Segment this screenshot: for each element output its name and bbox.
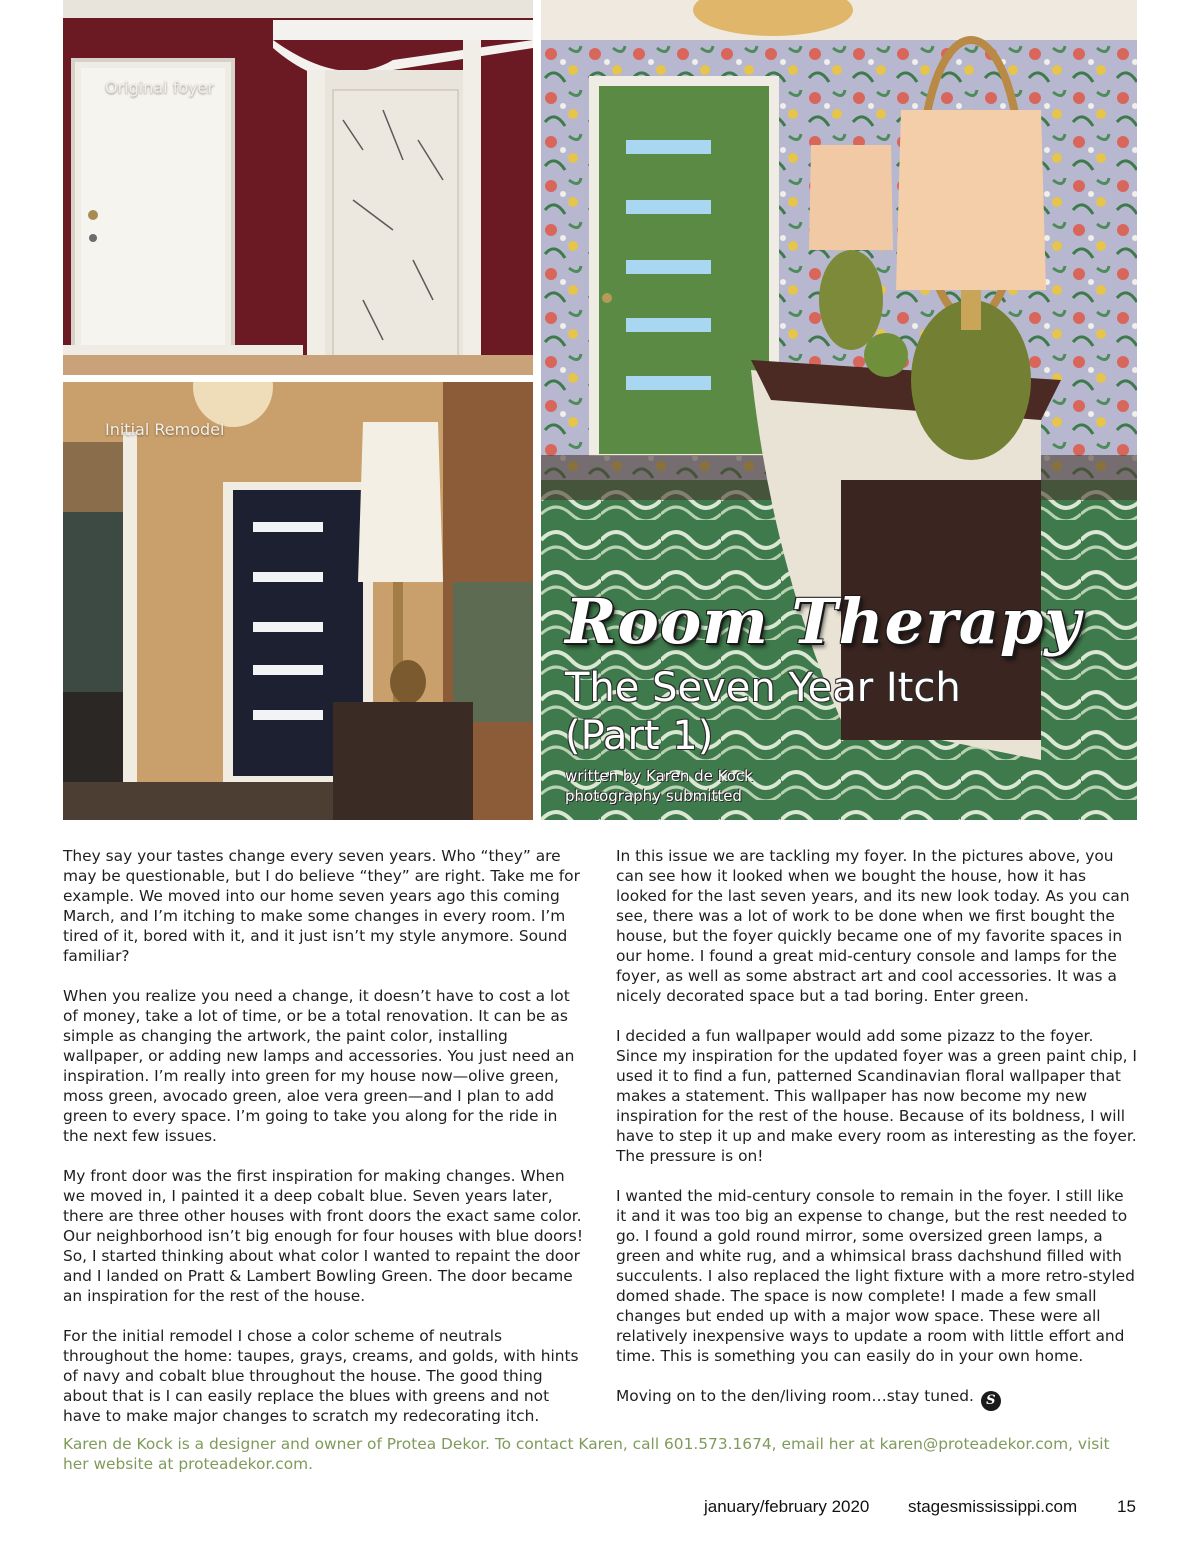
article-paragraph: I wanted the mid-century console to remain in the foyer. I still like it and it was too big an expense to change, but the rest needed to go. I found a gold round mirror, some oversized green lamps, a green and white rug, and a whimsical brass dachshund filled with succulents. I also replaced the light fixture with a more retro-styled domed shade. The space is now complete! I made a few small changes but ended up with a major wow space. These were all relatively inexpensive ways to update a room with little effort and time. This is something you can easily do in your own home.	[616, 1187, 1135, 1365]
article-paragraph: They say your tastes change every seven years. Who “they” are may be questionable, but I do believe “they” are right. Take me for example. We moved into our home seven years ago this coming March, and I’m itching to make some changes in every room. I’m tired of it, bored with it, and it just isn’t my style anymore. Sound familiar?	[63, 847, 580, 965]
article-column-left	[63, 846, 585, 1446]
photo-initial-remodel	[63, 382, 533, 820]
article-paragraph: I decided a fun wallpaper would add some pizazz to the foyer. Since my inspiration for the updated foyer was a green paint chip, I used it to find a fun, patterned Scandinavian floral wallpaper that makes a statement. This wallpaper has now become my new inspiration for the rest of the house. Because of its boldness, I will have to step it up and make every room as interesting as the foyer. The pressure is on!	[616, 1027, 1137, 1165]
author-bio: Karen de Kock is a designer and owner of Protea Dekor. To contact Karen, call 601.573.1674, email her at karen@proteadekor.com, visit her website at proteadekor.com.	[63, 1435, 1110, 1473]
byline: written by Karen de Kock	[565, 767, 753, 785]
article-paragraph: In this issue we are tackling my foyer. In the pictures above, you can see how it looked when we bought the house, how it has looked for the last seven years, and its new look today. As you can see, there was a lot of work to be done when we first bought the house, but the foyer quickly became one of my favorite spaces in our home. I found a great mid-century console and lamps for the foyer, as well as some abstract art and cool accessories. It was a nicely decorated space but a tad boring. Enter green.	[616, 847, 1130, 1005]
original-foyer-caption: Original foyer	[105, 78, 215, 97]
article-subtitle-line1: The Seven Year Itch	[565, 665, 961, 711]
article-paragraph: For the initial remodel I chose a color scheme of neutrals throughout the home: taupes, grays, creams, and golds, with hints of navy and cobalt blue throughout the house. The good thing about that is I can easily replace the blues with greens and not have to make major changes to scratch my redecorating itch.	[63, 1327, 579, 1425]
original-foyer-illustration	[63, 0, 533, 375]
article-title-block	[565, 585, 1125, 806]
stages-end-mark-icon: S	[981, 1391, 1001, 1411]
page-number: 15	[1117, 1497, 1136, 1516]
article-closing-text: Moving on to the den/living room…stay tuned.	[616, 1387, 974, 1405]
article-paragraph: My front door was the first inspiration for making changes. When we moved in, I painted it a deep cobalt blue. Seven years later, there are three other houses with front doors the exact same color. Our neighborhood isn’t big enough for four houses with blue doors! So, I started thinking about what color I wanted to repaint the door and I landed on Pratt & Lambert Bowling Green. The door became an inspiration for the rest of the house.	[63, 1167, 583, 1305]
article-closing-paragraph	[616, 1386, 1138, 1411]
article-subtitle-line2: (Part 1)	[565, 713, 714, 759]
footer-issue: january/february 2020	[704, 1497, 870, 1516]
initial-remodel-caption: Initial Remodel	[105, 420, 225, 439]
article-column-right	[616, 846, 1138, 1431]
article-paragraph: When you realize you need a change, it doesn’t have to cost a lot of money, take a lot of time, or be a total renovation. It can be as simple as changing the artwork, the paint color, installing wallpaper, or adding new lamps and accessories. You just need an inspiration. I’m really into green for my house now—olive green, moss green, avocado green, aloe vera green—and I plan to add green to every space. I’m going to take you along for the ride in the next few issues.	[63, 987, 575, 1145]
initial-remodel-illustration	[63, 382, 533, 820]
photo-original-foyer	[63, 0, 533, 375]
article-title: Room Therapy	[565, 585, 1082, 658]
footer-website: stagesmississippi.com	[908, 1497, 1078, 1516]
photo-credit: photography submitted	[565, 787, 742, 805]
photo-new-foyer	[541, 0, 1137, 820]
